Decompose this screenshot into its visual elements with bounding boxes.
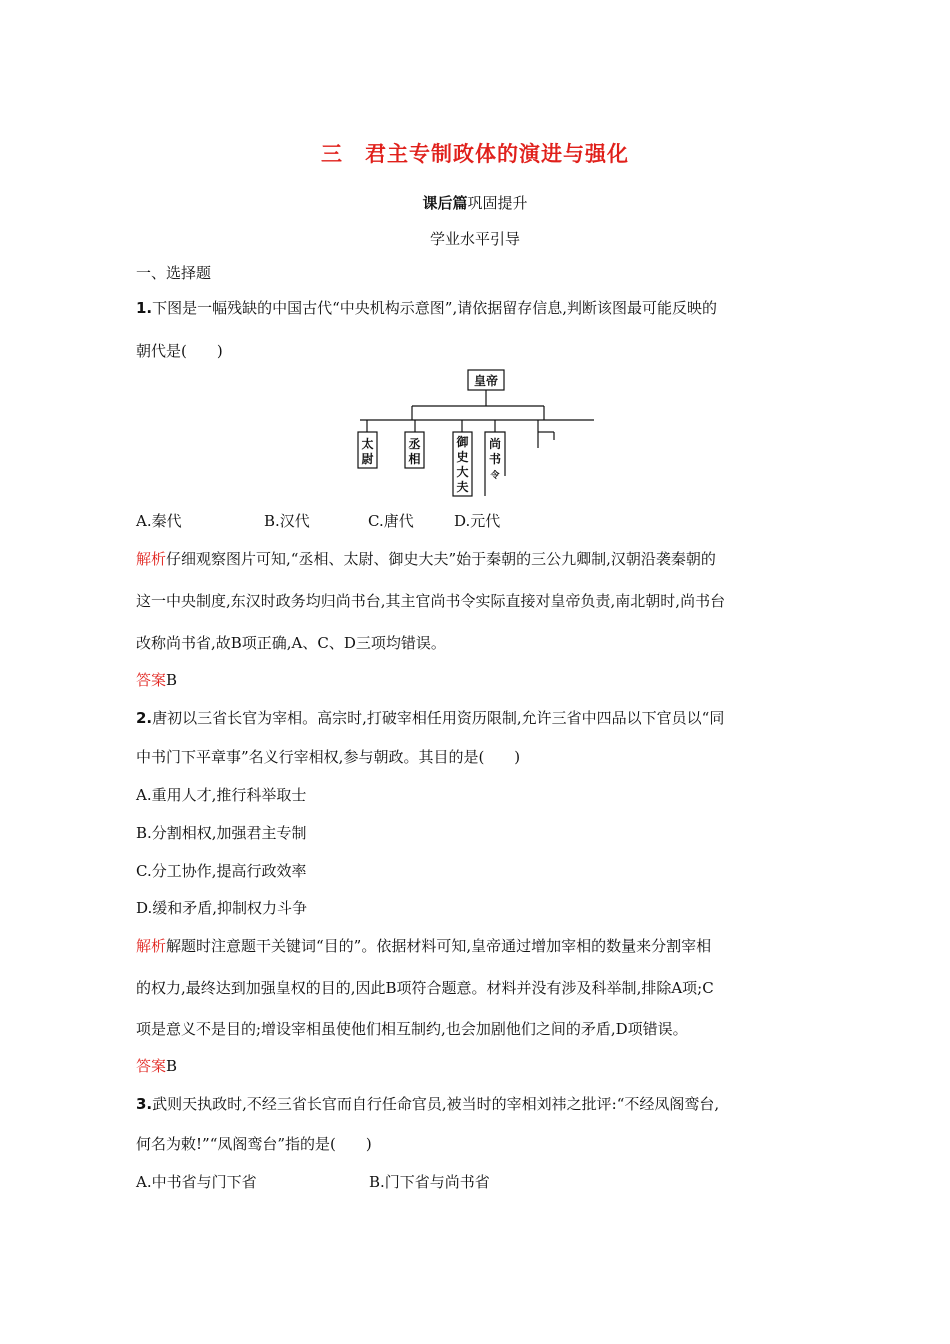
q1-answer-label: 答案 bbox=[136, 671, 167, 689]
title-number: 三 bbox=[321, 141, 343, 166]
q1-line1 bbox=[136, 297, 717, 318]
q3-line2: 何名为敕!”“凤阁鸾台”指的是( ) bbox=[136, 1135, 372, 1153]
box-taiwei-char1: 太 bbox=[361, 437, 374, 451]
q1-option-a[interactable]: A.秦代 bbox=[136, 512, 182, 530]
q1-analysis-line2: 这一中央制度,东汉时政务均归尚书台,其主官尚书令实际直接对皇帝负责,南北朝时,尚书台 bbox=[136, 592, 726, 610]
q3-text1: 武则天执政时,不经三省长官而自行任命官员,被当时的宰相刘祎之批评:“不经凤阁鸾台, bbox=[152, 1095, 720, 1113]
subtitle bbox=[0, 192, 950, 213]
q2-option-c[interactable]: C.分工协作,提高行政效率 bbox=[136, 862, 307, 880]
q2-analysis-label: 解析 bbox=[136, 937, 167, 955]
q1-answer-value: B bbox=[166, 671, 178, 689]
q2-analysis-text1: 解题时注意题干关键词“目的”。依据材料可知,皇帝通过增加宰相的数量来分割宰相 bbox=[166, 937, 712, 955]
emperor-label: 皇帝 bbox=[473, 374, 499, 388]
section-heading: 一、选择题 bbox=[136, 264, 212, 282]
subtitle-rest: 巩固提升 bbox=[467, 194, 528, 212]
q2-number: 2. bbox=[136, 709, 153, 727]
q3-line1 bbox=[136, 1093, 719, 1114]
central-institution-diagram bbox=[340, 364, 610, 504]
q3-option-a[interactable]: A.中书省与门下省 bbox=[136, 1173, 257, 1191]
subtitle-level: 学业水平引导 bbox=[429, 230, 520, 248]
q2-line2: 中书门下平章事”名义行宰相权,参与朝政。其目的是( ) bbox=[136, 748, 521, 766]
box-yushidafu-char3: 大 bbox=[456, 465, 469, 479]
box-taiwei-char2: 尉 bbox=[361, 452, 374, 466]
q2-line1 bbox=[136, 707, 724, 728]
q1-option-c[interactable]: C.唐代 bbox=[368, 512, 414, 530]
q2-analysis-line2: 的权力,最终达到加强皇权的目的,因此B项符合题意。材料并没有涉及科举制,排除A项;C bbox=[136, 979, 714, 997]
box-shangshuling-char3: 令 bbox=[490, 471, 500, 481]
q2-option-a[interactable]: A.重用人才,推行科举取士 bbox=[136, 786, 307, 804]
q1-analysis-line3: 改称尚书省,故B项正确,A、C、D三项均错误。 bbox=[136, 634, 446, 652]
q1-analysis-label: 解析 bbox=[136, 550, 167, 568]
box-chengxiang-char2: 相 bbox=[408, 452, 421, 466]
q1-line2: 朝代是( ) bbox=[136, 342, 223, 360]
box-shangshuling-char1: 尚 bbox=[488, 437, 502, 451]
q2-analysis-line3: 项是意义不是目的;增设宰相虽使他们相互制约,也会加剧他们之间的矛盾,D项错误。 bbox=[136, 1020, 688, 1038]
q3-option-b[interactable]: B.门下省与尚书省 bbox=[369, 1173, 490, 1191]
subtitle-bold: 课后篇 bbox=[422, 194, 468, 212]
q2-option-d[interactable]: D.缓和矛盾,抑制权力斗争 bbox=[136, 899, 308, 917]
q2-analysis-line1 bbox=[136, 935, 711, 956]
page-title bbox=[0, 138, 950, 168]
q1-text1: 下图是一幅残缺的中国古代“中央机构示意图”,请依据留存信息,判断该图最可能反映的 bbox=[152, 299, 718, 317]
q1-number: 1. bbox=[136, 299, 153, 317]
q1-answer bbox=[136, 669, 177, 690]
q2-answer-label: 答案 bbox=[136, 1057, 167, 1075]
box-shangshuling-char2: 书 bbox=[488, 452, 502, 466]
box-chengxiang-char1: 丞 bbox=[408, 437, 421, 451]
q1-option-b[interactable]: B.汉代 bbox=[264, 512, 310, 530]
q3-number: 3. bbox=[136, 1095, 153, 1113]
box-yushidafu-char4: 夫 bbox=[456, 480, 469, 494]
title-text: 君主专制政体的演进与强化 bbox=[365, 141, 629, 166]
q2-answer-value: B bbox=[166, 1057, 178, 1075]
q1-analysis-text1: 仔细观察图片可知,“丞相、太尉、御史大夫”始于秦朝的三公九卿制,汉朝沿袭秦朝的 bbox=[166, 550, 716, 568]
q2-option-b[interactable]: B.分割相权,加强君主专制 bbox=[136, 824, 307, 842]
q2-text1: 唐初以三省长官为宰相。高宗时,打破宰相任用资历限制,允许三省中四品以下官员以“同 bbox=[152, 709, 725, 727]
q1-analysis-line1 bbox=[136, 548, 716, 569]
q2-answer bbox=[136, 1055, 177, 1076]
q1-option-d[interactable]: D.元代 bbox=[454, 512, 501, 530]
box-yushidafu-char2: 史 bbox=[456, 450, 469, 464]
box-yushidafu-char1: 御 bbox=[456, 435, 469, 449]
